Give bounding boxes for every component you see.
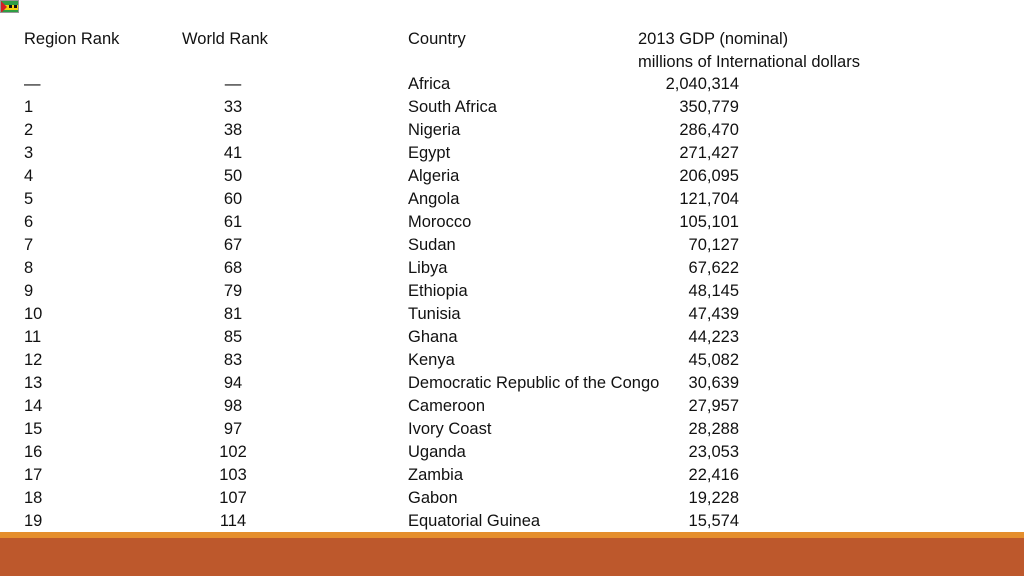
- cell-gdp: 271,427: [679, 144, 739, 162]
- cell-region-rank: 9: [24, 282, 34, 300]
- cell-world-rank: 68: [223, 259, 243, 277]
- cell-gdp: 206,095: [679, 167, 739, 185]
- cell-gdp: 121,704: [679, 190, 739, 208]
- cell-region-rank: 8: [24, 259, 34, 277]
- cell-country: Libya: [408, 259, 448, 277]
- table-row: [0, 418, 1024, 441]
- cell-world-rank: 41: [223, 144, 243, 162]
- cell-country: Gabon: [408, 489, 458, 507]
- cell-region-rank: 3: [24, 144, 34, 162]
- cell-world-rank: 102: [219, 443, 247, 461]
- cell-world-rank: —: [224, 75, 242, 93]
- cell-region-rank: 5: [24, 190, 34, 208]
- table-row: [0, 441, 1024, 464]
- header-gdp-title: 2013 GDP (nominal): [638, 30, 789, 48]
- table-row: [0, 349, 1024, 372]
- table-row: [0, 234, 1024, 257]
- cell-world-rank: 97: [223, 420, 243, 438]
- cell-gdp: 22,416: [688, 466, 739, 484]
- cell-world-rank: 98: [223, 397, 243, 415]
- table-row: [0, 188, 1024, 211]
- cell-country: Egypt: [408, 144, 451, 162]
- cell-gdp: 44,223: [688, 328, 739, 346]
- cell-country: Uganda: [408, 443, 466, 461]
- table-row: [0, 372, 1024, 395]
- cell-country: Africa: [408, 75, 451, 93]
- cell-region-rank: 19: [24, 512, 43, 530]
- cell-country: Equatorial Guinea: [408, 512, 541, 530]
- cell-country: Tunisia: [408, 305, 461, 323]
- cell-region-rank: 6: [24, 213, 34, 231]
- cell-gdp: 48,145: [688, 282, 739, 300]
- cell-region-rank: 12: [24, 351, 43, 369]
- cell-world-rank: 103: [219, 466, 247, 484]
- cell-gdp: 27,957: [688, 397, 739, 415]
- table-row: [0, 257, 1024, 280]
- cell-world-rank: 114: [219, 512, 247, 530]
- cell-country: Kenya: [408, 351, 455, 369]
- table-row: [0, 464, 1024, 487]
- cell-gdp: 105,101: [679, 213, 739, 231]
- cell-world-rank: 81: [223, 305, 243, 323]
- cell-region-rank: 10: [24, 305, 43, 323]
- table-row: [0, 165, 1024, 188]
- cell-country: Sudan: [408, 236, 456, 254]
- cell-country: Ivory Coast: [408, 420, 492, 438]
- cell-gdp: 70,127: [688, 236, 739, 254]
- cell-world-rank: 94: [223, 374, 243, 392]
- cell-country: Angola: [408, 190, 460, 208]
- cell-gdp: 45,082: [688, 351, 739, 369]
- cell-country: Ethiopia: [408, 282, 468, 300]
- table-row: [0, 142, 1024, 165]
- cell-country: Cameroon: [408, 397, 486, 415]
- cell-region-rank: 17: [24, 466, 43, 484]
- header-gdp-unit: millions of International dollars: [638, 53, 860, 71]
- cell-world-rank: 79: [223, 282, 243, 300]
- table-row: [0, 487, 1024, 510]
- cell-gdp: 67,622: [688, 259, 739, 277]
- cell-region-rank: —: [24, 75, 41, 93]
- cell-world-rank: 107: [219, 489, 247, 507]
- cell-world-rank: 85: [223, 328, 243, 346]
- cell-country: Nigeria: [408, 121, 461, 139]
- header-world-rank: World Rank: [182, 30, 268, 48]
- footer-band: [0, 538, 1024, 576]
- cell-country: Morocco: [408, 213, 472, 231]
- cell-world-rank: 60: [223, 190, 243, 208]
- cell-gdp: 23,053: [688, 443, 739, 461]
- cell-world-rank: 67: [223, 236, 243, 254]
- table-body: [0, 73, 1024, 533]
- table-row: [0, 96, 1024, 119]
- cell-region-rank: 14: [24, 397, 43, 415]
- cell-gdp: 15,574: [688, 512, 739, 530]
- cell-gdp: 19,228: [688, 489, 739, 507]
- cell-region-rank: 16: [24, 443, 43, 461]
- table-row: [0, 119, 1024, 142]
- table-row: [0, 303, 1024, 326]
- header-region-rank: Region Rank: [24, 30, 120, 48]
- cell-region-rank: 11: [24, 328, 42, 346]
- table-row: [0, 211, 1024, 234]
- table-row: [0, 280, 1024, 303]
- cell-gdp: 47,439: [688, 305, 739, 323]
- cell-country: Algeria: [408, 167, 460, 185]
- cell-world-rank: 50: [223, 167, 243, 185]
- table-row: [0, 510, 1024, 533]
- cell-country: Democratic Republic of the Congo: [408, 374, 660, 392]
- cell-region-rank: 13: [24, 374, 43, 392]
- cell-region-rank: 4: [24, 167, 34, 185]
- cell-gdp: 28,288: [688, 420, 739, 438]
- cell-gdp: 286,470: [679, 121, 739, 139]
- cell-gdp: 350,779: [679, 98, 739, 116]
- cell-world-rank: 38: [223, 121, 243, 139]
- cell-region-rank: 2: [24, 121, 34, 139]
- cell-world-rank: 83: [223, 351, 243, 369]
- table-row: [0, 326, 1024, 349]
- cell-gdp: 2,040,314: [665, 75, 739, 93]
- cell-world-rank: 33: [223, 98, 243, 116]
- cell-gdp: 30,639: [688, 374, 739, 392]
- cell-region-rank: 7: [24, 236, 34, 254]
- cell-country: Zambia: [408, 466, 464, 484]
- table-row: [0, 395, 1024, 418]
- cell-world-rank: 61: [223, 213, 243, 231]
- cell-country: South Africa: [408, 98, 497, 116]
- cell-region-rank: 1: [24, 98, 34, 116]
- table-row: [0, 73, 1024, 96]
- header-country: Country: [408, 30, 466, 48]
- cell-country: Ghana: [408, 328, 458, 346]
- cell-region-rank: 15: [24, 420, 43, 438]
- cell-region-rank: 18: [24, 489, 43, 507]
